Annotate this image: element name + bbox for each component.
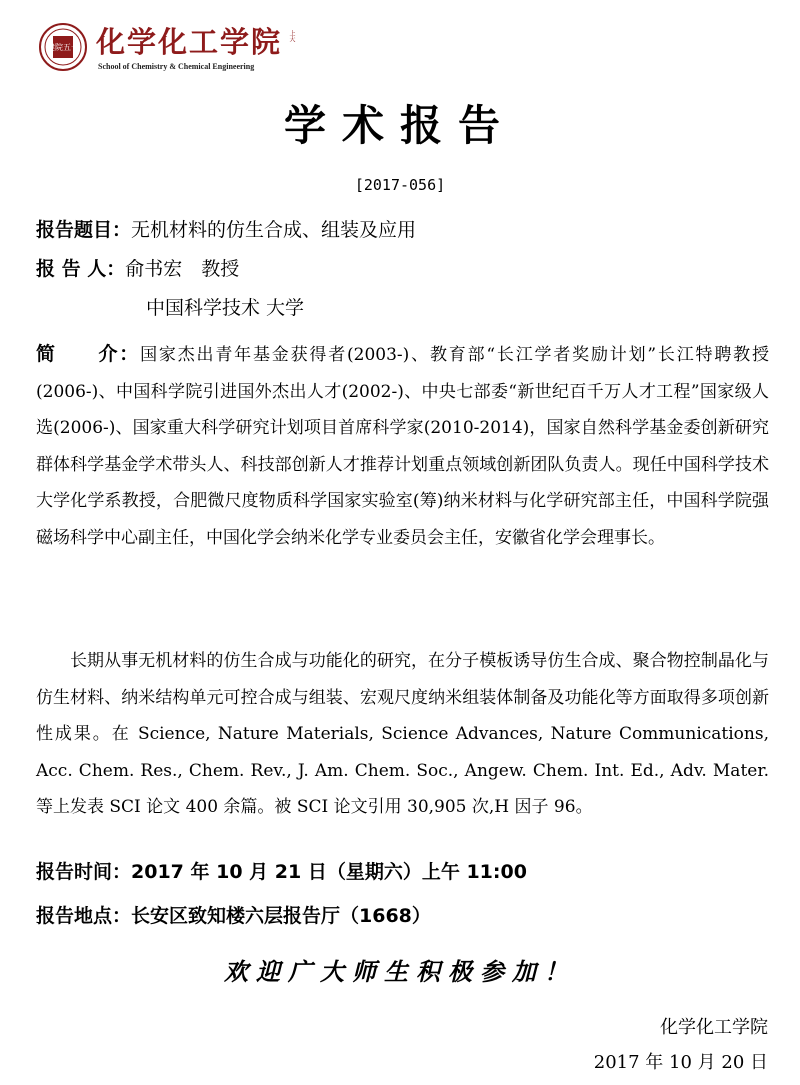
bio-paragraph-2 [36, 643, 769, 826]
location-label: 报告地点： [36, 905, 132, 927]
location-line [36, 904, 431, 928]
school-name-en: School of Chemistry & Chemical Engineering [98, 62, 255, 71]
signature-date: 2017 年 10 月 20 日 [593, 1052, 768, 1073]
topic-value: 无机材料的仿生合成、组装及应用 [131, 219, 417, 241]
speaker-name: 俞书宏 教授 [125, 258, 240, 280]
page-title: 学术报告 [283, 101, 516, 150]
report-number: [2017-056] [354, 176, 446, 194]
speaker-label: 报 告 人： [36, 258, 126, 280]
speaker-affiliation [146, 296, 304, 320]
bio-text-1: 国家杰出青年基金获得者(2003-)、教育部“长江学者奖励计划”长江特聘教授(2006-)、中国科学院引进国外杰出人才(2002-)、中央七部委“新世纪百千万人才工程”国家级人选(2006-)、国家重大科学研究计划项目首席科学家(2010-2014)，国家自然科学基金委创新研究群体科学基金学术带头人、科技部创新人才推荐计划重点领域创新团队负责人。现任中国科学技术大学化学系教授，合肥微尺度物质科学国家实验室(筹)纳米材料与化学研究部主任，中国科学院强磁场科学中心副主任，中国化学会纳米化学专业委员会主任，安徽省化学会理事长。 [36, 345, 769, 548]
seal-text: 建院五十 [47, 43, 79, 52]
bio-label: 简 介： [36, 343, 141, 365]
speaker-affiliation-text: 中国科学技术 大学 [146, 297, 305, 319]
time-label: 报告时间： [36, 861, 132, 883]
school-name-cn: 化学化工学院 [96, 25, 283, 59]
school-logo [38, 18, 308, 78]
location-value: 长安区致知楼六层报告厅（1668） [131, 905, 431, 927]
signature-org: 化学化工学院 [660, 1017, 768, 1038]
time-value: 2017 年 10 月 21 日（星期六）上午 11:00 [131, 861, 527, 883]
time-line [36, 860, 527, 884]
topic-label: 报告题目： [36, 219, 132, 241]
bio-paragraph-1 [36, 336, 769, 556]
school-name-small: 上大 [288, 30, 295, 42]
school-seal-icon [38, 22, 88, 72]
topic-line [36, 218, 416, 242]
speaker-line [36, 257, 239, 281]
bio-text-2: 长期从事无机材料的仿生合成与功能化的研究，在分子模板诱导仿生合成、聚合物控制晶化与仿生材料、纳米结构单元可控合成与组装、宏观尺度纳米组装体制备及功能化等方面取得多项创新性成果。在 Science, Nature Materials, Science Advances, Nature Communications, Acc. Chem. Res., Chem. Rev., J. Am. Chem. Soc., Angew. Chem. Int. Ed., Adv. Mater.等上发表 SCI 论文 400 余篇。被 SCI 论文引用 30,905 次,H 因子 96。 [36, 651, 769, 817]
welcome-message: 欢迎广大师生积极参加！ [224, 957, 576, 986]
